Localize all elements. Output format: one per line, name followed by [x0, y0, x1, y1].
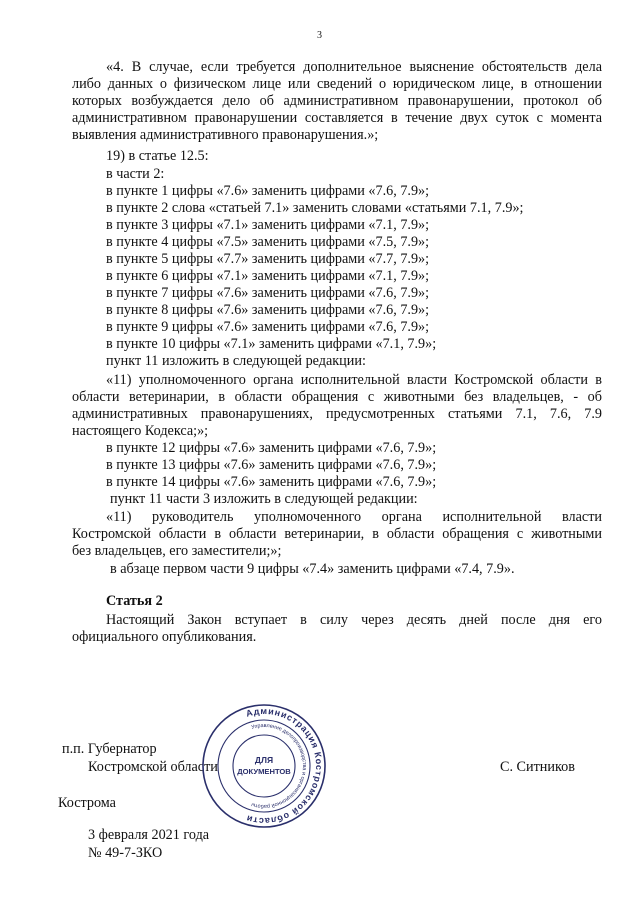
paragraph-11b-line-2: Костромской области в области ветеринарии, в области обращения с животными: [72, 526, 602, 542]
item-punkt-11-part-3: пункт 11 части 3 изложить в следующей редакции:: [110, 491, 418, 507]
item-punkt-13: в пункте 13 цифры «7.6» заменить цифрами «7.6, 7.9»;: [106, 457, 437, 473]
paragraph-11-line-1: «11) уполномоченного органа исполнительной власти Костромской области в: [106, 372, 602, 388]
item-punkt-1: в пункте 1 цифры «7.6» заменить цифрами «7.6, 7.9»;: [106, 183, 430, 199]
item-part-2: в части 2:: [106, 166, 165, 182]
stamp-inner-ring: [233, 735, 295, 797]
item-punkt-3: в пункте 3 цифры «7.1» заменить цифрами «7.1, 7.9»;: [106, 217, 430, 233]
stamp-inner-text: Управление делопроизводства и организационной работы: [250, 722, 308, 810]
item-19: 19) в статье 12.5:: [106, 148, 209, 164]
article-2-line-1: Настоящий Закон вступает в силу через десять дней после дня его: [106, 612, 602, 628]
document-number: № 49-7-ЗКО: [88, 845, 163, 861]
last-item: в абзаце первом части 9 цифры «7.4» заменить цифрами «7.4, 7.9».: [110, 561, 515, 577]
stamp-outer-text: Администрация Костромской области: [244, 705, 325, 827]
stamp-center-line-2: ДОКУМЕНТОВ: [237, 767, 291, 776]
paragraph-11b-line-1: «11) руководитель уполномоченного органа исполнительной власти: [106, 509, 602, 525]
paragraph-4-line-2: либо данных о физическом лице или сведений о юридическом лице, в отношении: [72, 76, 602, 92]
item-punkt-11: пункт 11 изложить в следующей редакции:: [106, 353, 366, 369]
item-punkt-7: в пункте 7 цифры «7.6» заменить цифрами «7.6, 7.9»;: [106, 285, 430, 301]
stamp-middle-ring: [218, 720, 310, 812]
paragraph-11-line-2: области ветеринарии, в области обращения с животными без владельцев, - об: [72, 389, 602, 405]
item-punkt-2: в пункте 2 слова «статьей 7.1» заменить словами «статьями 7.1, 7.9»;: [106, 200, 524, 216]
date: 3 февраля 2021 года: [88, 827, 210, 843]
signature-name: С. Ситников: [500, 759, 575, 775]
item-punkt-12: в пункте 12 цифры «7.6» заменить цифрами «7.6, 7.9»;: [106, 440, 437, 456]
page-number: 3: [317, 30, 322, 41]
item-punkt-9: в пункте 9 цифры «7.6» заменить цифрами «7.6, 7.9»;: [106, 319, 430, 335]
item-punkt-10: в пункте 10 цифры «7.1» заменить цифрами «7.1, 7.9»;: [106, 336, 437, 352]
article-2-line-2: официального опубликования.: [72, 629, 257, 645]
signature-title-line-2: Костромской области: [88, 759, 218, 775]
paragraph-4-line-1: «4. В случае, если требуется дополнительное выяснение обстоятельств дела: [106, 59, 602, 75]
paragraph-11-line-3: административных правонарушениях, предусмотренных статьями 7.1, 7.6, 7.9: [72, 406, 602, 422]
item-punkt-8: в пункте 8 цифры «7.6» заменить цифрами «7.6, 7.9»;: [106, 302, 430, 318]
place: Кострома: [58, 795, 116, 811]
paragraph-4-line-5: выявления административного правонарушения.»;: [72, 127, 379, 143]
article-2-heading: Статья 2: [106, 593, 163, 609]
item-punkt-6: в пункте 6 цифры «7.1» заменить цифрами «7.1, 7.9»;: [106, 268, 430, 284]
item-punkt-4: в пункте 4 цифры «7.5» заменить цифрами «7.5, 7.9»;: [106, 234, 430, 250]
stamp-center-line-1: ДЛЯ: [254, 755, 274, 765]
paragraph-4-line-4: административном правонарушении составляется в течение двух суток с момента: [72, 110, 602, 126]
official-stamp: [200, 702, 328, 830]
signature-title-line-1: п.п. Губернатор: [62, 741, 157, 757]
paragraph-11-line-4: настоящего Кодекса;»;: [72, 423, 209, 439]
paragraph-11b-line-3: без владельцев, его заместители;»;: [72, 543, 282, 559]
paragraph-4-line-3: которых возбуждается дело об административном правонарушении, протокол об: [72, 93, 602, 109]
item-punkt-14: в пункте 14 цифры «7.6» заменить цифрами «7.6, 7.9»;: [106, 474, 437, 490]
item-punkt-5: в пункте 5 цифры «7.7» заменить цифрами «7.7, 7.9»;: [106, 251, 430, 267]
